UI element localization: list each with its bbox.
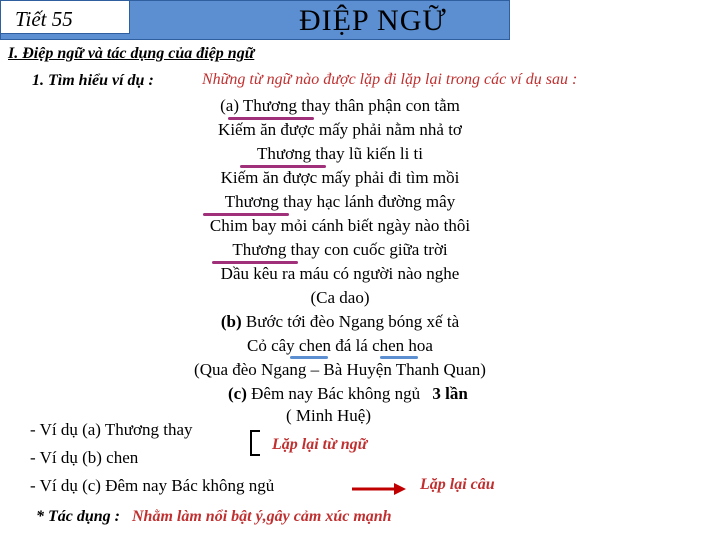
section-heading: I. Điệp ngữ và tác dụng của điệp ngữ <box>8 45 255 62</box>
poem-line-c <box>228 384 468 404</box>
underline-thuong-thay-4 <box>212 261 298 264</box>
example-c-suffix: 3 lần <box>432 384 468 403</box>
poem-line-a2: Kiếm ăn được mấy phải nằm nhả tơ <box>218 120 462 139</box>
poem-line-a1: (a) Thương thay thân phận con tằm <box>220 96 460 115</box>
poem-source-c: ( Minh Huệ) <box>286 406 371 425</box>
example-c-label: (c) <box>228 384 247 403</box>
underline-thuong-thay-3 <box>203 213 289 216</box>
underline-chen-2 <box>380 356 418 359</box>
poem-line-a8: Dầu kêu ra máu có người nào nghe <box>220 264 460 283</box>
poem-line-a6: Chim bay mỏi cánh biết ngày nào thôi <box>209 216 471 235</box>
summary-item-c: - Ví dụ (c) Đêm nay Bác không ngủ <box>30 476 275 495</box>
repeat-phrase-label: Lặp lại câu <box>420 476 495 493</box>
example-c-text: Đêm nay Bác không ngủ <box>251 384 421 403</box>
poem-line-a5: Thương thay hạc lánh đường mây <box>224 192 456 211</box>
summary-item-a: - Ví dụ (a) Thương thay <box>30 420 193 439</box>
lesson-label: Tiết 55 <box>15 7 73 31</box>
effect-label: * Tác dụng : <box>36 508 120 525</box>
poem-line-b1 <box>0 312 680 332</box>
example-b-line1: Bước tới đèo Ngang bóng xế tà <box>245 312 460 331</box>
poem-source-a: (Ca dao) <box>310 288 370 307</box>
summary-item-b: - Ví dụ (b) chen <box>30 448 139 467</box>
page-title: ĐIỆP NGỮ <box>299 4 447 37</box>
example-b-label: (b) <box>220 312 242 331</box>
underline-thuong-thay-2 <box>240 165 326 168</box>
poem-source-b: (Qua đèo Ngang – Bà Huyện Thanh Quan) <box>194 360 486 379</box>
effect-line <box>36 508 392 526</box>
exercise-question: Những từ ngữ nào được lặp đi lặp lại trong các ví dụ sau : <box>202 71 578 88</box>
underline-thuong-thay-1 <box>228 117 314 120</box>
lesson-label-box <box>0 0 130 34</box>
underline-chen-1 <box>290 356 328 359</box>
effect-text: Nhằm làm nổi bật ý,gây cảm xúc mạnh <box>132 508 392 525</box>
poem-line-a3: Thương thay lũ kiến li ti <box>257 144 423 163</box>
arrow-right-icon <box>350 482 408 496</box>
poem-line-a7: Thương thay con cuốc giữa trời <box>232 240 448 259</box>
poem-line-b2: Cỏ cây chen đá lá chen hoa <box>247 336 433 355</box>
poem-line-a4: Kiếm ăn được mấy phải đi tìm mồi <box>220 168 460 187</box>
repeat-word-label: Lặp lại từ ngữ <box>272 436 368 453</box>
exercise-label: 1. Tìm hiểu ví dụ : <box>32 72 154 89</box>
bracket-ab <box>250 430 260 456</box>
